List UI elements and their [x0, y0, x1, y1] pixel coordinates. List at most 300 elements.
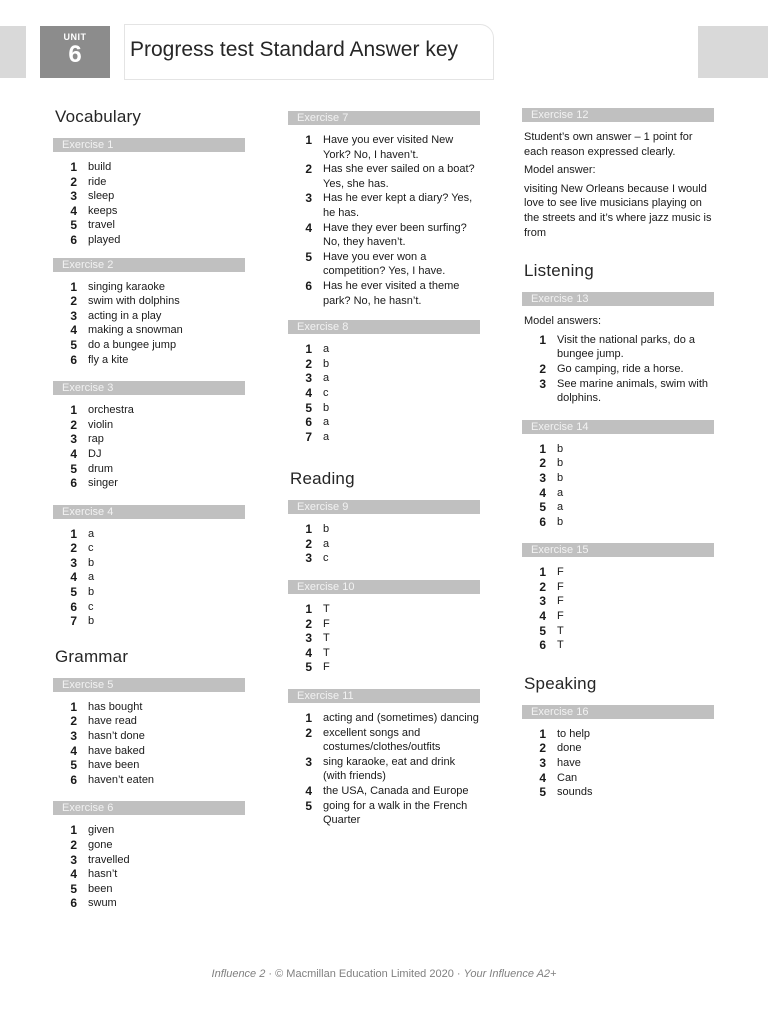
item-number: 3 — [305, 551, 312, 566]
exercise-7-list — [288, 133, 480, 308]
answer-item — [288, 784, 480, 799]
column-3 — [522, 100, 714, 800]
answer-item — [522, 624, 714, 639]
answer-item — [522, 515, 714, 530]
footer-book: Influence 2 — [211, 968, 266, 980]
unit-label: UNIT — [63, 32, 87, 42]
exercise-3-list — [53, 403, 245, 491]
answer-item — [288, 726, 480, 755]
item-answer: c — [88, 542, 94, 555]
item-number: 2 — [70, 714, 77, 729]
item-answer: Can — [557, 771, 578, 784]
footer-copyright: · © Macmillan Education Limited 2020 · — [265, 968, 464, 980]
item-answer: Has she ever sailed on a boat? Yes, she has. — [323, 163, 475, 190]
item-number: 3 — [305, 754, 312, 769]
item-answer: orchestra — [88, 404, 134, 417]
item-answer: have read — [88, 715, 137, 728]
exercise-4-bar: Exercise 4 — [53, 505, 245, 519]
item-number: 3 — [70, 432, 77, 447]
exercise-8-list — [288, 342, 480, 444]
item-number: 5 — [539, 623, 546, 638]
item-answer: DJ — [88, 447, 102, 460]
item-answer: T — [323, 603, 330, 616]
item-answer: do a bungee jump — [88, 338, 177, 351]
item-number: 3 — [539, 594, 546, 609]
item-number: 6 — [70, 352, 77, 367]
item-answer: F — [323, 617, 330, 630]
item-answer: travel — [88, 219, 115, 232]
exercise-7-bar: Exercise 7 — [288, 111, 480, 125]
answer-item — [288, 551, 480, 566]
item-answer: b — [557, 457, 564, 470]
item-answer: swum — [88, 897, 117, 910]
item-answer: F — [557, 580, 564, 593]
answer-item — [53, 189, 245, 204]
exercise-11-bar: Exercise 11 — [288, 689, 480, 703]
item-answer: a — [88, 527, 95, 540]
exercise-12-bar: Exercise 12 — [522, 108, 714, 122]
item-answer: T — [557, 624, 564, 637]
item-answer: sounds — [557, 786, 593, 799]
item-number: 6 — [539, 514, 546, 529]
answer-item — [53, 714, 245, 729]
answer-item — [288, 631, 480, 646]
answer-item — [288, 342, 480, 357]
item-number: 1 — [70, 526, 77, 541]
item-number: 4 — [70, 743, 77, 758]
answer-item — [53, 585, 245, 600]
answer-item — [522, 580, 714, 595]
answer-item — [53, 294, 245, 309]
item-number: 2 — [70, 294, 77, 309]
item-number: 4 — [305, 220, 312, 235]
item-number: 2 — [539, 361, 546, 376]
item-number: 5 — [70, 881, 77, 896]
section-heading-vocabulary: Vocabulary — [55, 107, 142, 126]
item-number: 1 — [70, 160, 77, 174]
item-answer: Has he ever visited a theme park? No, he hasn’t. — [323, 279, 460, 307]
item-answer: drum — [88, 462, 114, 475]
answer-item — [288, 602, 480, 617]
answer-item — [53, 338, 245, 353]
item-number: 1 — [539, 441, 546, 456]
answer-item — [522, 377, 714, 406]
item-number: 2 — [305, 536, 312, 551]
answer-item — [288, 133, 480, 162]
exercise-13-list — [522, 333, 714, 406]
exercise-13-bar: Exercise 13 — [522, 292, 714, 306]
answer-item — [288, 386, 480, 401]
answer-item — [288, 537, 480, 552]
item-number: 1 — [539, 332, 546, 347]
item-number: 2 — [305, 162, 312, 177]
section-heading-listening: Listening — [524, 261, 594, 281]
item-answer: done — [557, 742, 582, 755]
item-number: 3 — [539, 376, 546, 391]
item-number: 5 — [305, 798, 312, 813]
item-answer: build — [88, 161, 112, 173]
item-number: 1 — [305, 522, 312, 537]
item-answer: a — [323, 537, 330, 550]
item-number: 1 — [539, 565, 546, 580]
answer-item — [522, 442, 714, 457]
item-answer: c — [323, 386, 329, 399]
section-heading-reading: Reading — [290, 469, 355, 489]
item-answer: making a snowman — [88, 324, 183, 337]
item-number: 2 — [305, 356, 312, 371]
item-number: 4 — [305, 645, 312, 660]
item-answer: a — [323, 416, 330, 429]
item-number: 5 — [305, 249, 312, 264]
answer-item — [53, 323, 245, 338]
item-answer: b — [557, 442, 564, 455]
item-number: 3 — [70, 729, 77, 744]
item-number: 4 — [305, 784, 312, 798]
item-number: 2 — [70, 174, 77, 189]
item-number: 1 — [305, 342, 312, 357]
answer-item — [53, 744, 245, 759]
left-edge-tab — [0, 26, 26, 78]
item-number: 6 — [539, 638, 546, 653]
exercise-16-list — [522, 727, 714, 800]
item-number: 2 — [539, 741, 546, 756]
item-answer: F — [557, 610, 564, 623]
item-answer: violin — [88, 418, 114, 431]
item-number: 3 — [305, 191, 312, 206]
answer-item — [288, 357, 480, 372]
answer-item — [522, 456, 714, 471]
item-answer: F — [557, 595, 564, 608]
item-answer: See marine animals, swim with dolphins. — [557, 377, 708, 405]
item-number: 1 — [70, 403, 77, 418]
item-answer: a — [88, 571, 95, 584]
answer-item — [53, 403, 245, 418]
item-answer: b — [323, 357, 330, 370]
item-number: 5 — [70, 585, 77, 600]
item-answer: b — [323, 401, 330, 414]
item-answer: going for a walk in the French Quarter — [323, 799, 468, 827]
item-number: 3 — [539, 470, 546, 485]
item-answer: b — [557, 515, 564, 528]
answer-item — [53, 758, 245, 773]
answer-item — [288, 250, 480, 279]
item-number: 3 — [539, 756, 546, 771]
item-answer: c — [323, 552, 329, 565]
exercise-9-bar: Exercise 9 — [288, 500, 480, 514]
answer-item — [53, 447, 245, 462]
item-answer: Go camping, ride a horse. — [557, 362, 684, 375]
item-number: 5 — [539, 500, 546, 515]
answer-item — [288, 646, 480, 661]
item-number: 1 — [70, 699, 77, 714]
exercise-12-instructions: Student’s own answer – 1 point for each reason expressed clearly. — [524, 131, 693, 158]
answer-item — [53, 614, 245, 629]
exercise-13-intro: Model answers: — [524, 315, 602, 328]
item-answer: haven’t eaten — [88, 773, 155, 786]
item-number: 4 — [70, 203, 77, 218]
item-answer: been — [88, 882, 113, 895]
answer-item — [53, 160, 245, 175]
item-number: 5 — [539, 785, 546, 800]
item-answer: played — [88, 233, 121, 246]
item-answer: Have you ever won a competition? Yes, I have. — [323, 250, 446, 278]
item-answer: travelled — [88, 853, 130, 866]
item-answer: a — [323, 430, 330, 443]
item-number: 1 — [305, 711, 312, 726]
item-number: 1 — [70, 279, 77, 294]
item-answer: have been — [88, 759, 140, 772]
item-number: 1 — [539, 726, 546, 741]
answer-item — [53, 476, 245, 491]
exercise-5-bar: Exercise 5 — [53, 678, 245, 692]
item-answer: b — [323, 523, 330, 536]
exercise-1-bar: Exercise 1 — [53, 138, 245, 152]
item-number: 5 — [305, 400, 312, 415]
item-answer: sing karaoke, eat and drink (with friends) — [323, 755, 456, 783]
item-number: 3 — [305, 631, 312, 646]
section-heading-grammar: Grammar — [55, 646, 129, 666]
answer-item — [288, 401, 480, 416]
item-answer: have — [557, 757, 581, 770]
item-answer: acting and (sometimes) dancing — [323, 712, 479, 725]
item-number: 6 — [70, 896, 77, 911]
item-answer: T — [323, 646, 330, 659]
item-answer: F — [557, 566, 564, 579]
answer-item — [53, 280, 245, 295]
item-answer: have baked — [88, 744, 145, 757]
answer-item — [288, 191, 480, 220]
item-answer: b — [88, 615, 95, 628]
exercise-14-bar: Exercise 14 — [522, 420, 714, 434]
item-answer: singing karaoke — [88, 280, 166, 293]
answer-item — [288, 522, 480, 537]
answer-item — [53, 432, 245, 447]
item-number: 3 — [305, 371, 312, 386]
answer-item — [53, 556, 245, 571]
answer-item — [288, 279, 480, 308]
item-number: 6 — [70, 476, 77, 491]
answer-item — [288, 660, 480, 675]
exercise-2-bar: Exercise 2 — [53, 258, 245, 272]
answer-item — [53, 896, 245, 911]
answer-item — [53, 175, 245, 190]
item-number: 4 — [70, 867, 77, 882]
item-number: 3 — [70, 555, 77, 570]
item-answer: hasn’t done — [88, 730, 145, 743]
answer-item — [522, 727, 714, 742]
item-answer: c — [88, 600, 94, 613]
answer-item — [522, 500, 714, 515]
exercise-9-list — [288, 522, 480, 566]
exercise-15-bar: Exercise 15 — [522, 543, 714, 557]
exercise-12-model-answer: visiting New Orleans because I would love to see live musicians playing on the streets and it’s where jazz music is from — [524, 182, 712, 239]
answer-item — [53, 700, 245, 715]
answer-item — [53, 541, 245, 556]
item-answer: Visit the national parks, do a bungee jump. — [557, 333, 695, 361]
answer-item — [53, 867, 245, 882]
item-answer: a — [557, 486, 564, 499]
answer-item — [53, 218, 245, 233]
answer-item — [288, 430, 480, 445]
answer-item — [53, 729, 245, 744]
item-answer: F — [323, 661, 330, 674]
title-box — [124, 24, 494, 80]
item-number: 3 — [70, 189, 77, 204]
answer-item — [53, 418, 245, 433]
item-number: 2 — [70, 541, 77, 556]
right-edge-tab — [698, 26, 768, 78]
answer-item — [288, 371, 480, 386]
answer-item — [288, 711, 480, 726]
answer-item — [522, 771, 714, 786]
answer-item — [53, 823, 245, 838]
item-number: 7 — [70, 614, 77, 629]
item-number: 6 — [70, 232, 77, 247]
item-answer: gone — [88, 839, 113, 851]
item-number: 4 — [539, 609, 546, 624]
item-number: 4 — [539, 485, 546, 500]
item-answer: hasn’t — [88, 868, 118, 881]
item-answer: the USA, Canada and Europe — [323, 785, 469, 797]
item-answer: b — [557, 471, 564, 484]
item-number: 1 — [305, 602, 312, 617]
exercise-4-list — [53, 527, 245, 629]
answer-item — [288, 799, 480, 828]
exercise-10-bar: Exercise 10 — [288, 580, 480, 594]
exercise-11-list — [288, 711, 480, 828]
item-number: 2 — [70, 417, 77, 432]
column-1 — [53, 100, 245, 911]
answer-item — [522, 594, 714, 609]
item-answer: a — [323, 343, 330, 356]
item-number: 5 — [70, 758, 77, 773]
item-number: 2 — [305, 725, 312, 740]
answer-item — [53, 527, 245, 542]
unit-number: 6 — [68, 41, 82, 68]
answer-item — [522, 471, 714, 486]
item-number: 2 — [70, 838, 77, 852]
exercise-15-list — [522, 565, 714, 653]
item-answer: has bought — [88, 700, 143, 713]
exercise-8-bar: Exercise 8 — [288, 320, 480, 334]
exercise-6-list — [53, 823, 245, 911]
item-number: 7 — [305, 429, 312, 444]
item-number: 3 — [70, 308, 77, 323]
item-answer: excellent songs and costumes/clothes/outfits — [323, 726, 441, 754]
answer-item — [53, 309, 245, 324]
exercise-2-list — [53, 280, 245, 368]
item-number: 1 — [70, 823, 77, 838]
item-number: 4 — [539, 770, 546, 785]
item-answer: rap — [88, 433, 104, 446]
item-answer: acting in a play — [88, 309, 162, 322]
exercise-12-model-label: Model answer: — [524, 164, 596, 177]
item-number: 5 — [305, 660, 312, 675]
item-number: 5 — [70, 337, 77, 352]
item-answer: to help — [557, 727, 591, 740]
answer-item — [53, 353, 245, 368]
item-number: 6 — [70, 772, 77, 787]
item-number: 3 — [70, 852, 77, 867]
item-number: 6 — [305, 415, 312, 430]
item-answer: swim with dolphins — [88, 295, 180, 308]
column-2 — [288, 100, 480, 828]
answer-item — [288, 162, 480, 191]
item-answer: b — [88, 556, 95, 569]
item-answer: b — [88, 586, 95, 599]
item-answer: T — [323, 632, 330, 645]
exercise-6-bar: Exercise 6 — [53, 801, 245, 815]
section-heading-speaking: Speaking — [524, 673, 597, 693]
item-answer: Have they ever been surfing? No, they haven’t. — [323, 221, 467, 249]
answer-item — [53, 570, 245, 585]
answer-item — [522, 609, 714, 624]
exercise-3-bar: Exercise 3 — [53, 381, 245, 395]
unit-badge — [40, 26, 110, 78]
item-number: 5 — [70, 218, 77, 233]
item-number: 4 — [70, 446, 77, 461]
answer-item — [522, 486, 714, 501]
exercise-16-bar: Exercise 16 — [522, 705, 714, 719]
answer-item — [522, 333, 714, 362]
answer-item — [522, 756, 714, 771]
item-answer: a — [323, 372, 330, 385]
item-answer: singer — [88, 477, 118, 490]
answer-item — [522, 362, 714, 377]
item-answer: ride — [88, 175, 107, 188]
item-number: 2 — [305, 616, 312, 631]
item-answer: keeps — [88, 204, 118, 217]
page-footer — [0, 968, 768, 980]
answer-item — [522, 785, 714, 800]
exercise-5-list — [53, 700, 245, 788]
item-answer: Has he ever kept a diary? Yes, he has. — [323, 192, 473, 219]
footer-edition: Your Influence A2+ — [463, 968, 557, 980]
item-answer: a — [557, 501, 564, 514]
answer-item — [53, 600, 245, 615]
item-number: 2 — [539, 579, 546, 594]
item-answer: T — [557, 639, 564, 652]
item-number: 1 — [305, 133, 312, 147]
exercise-1-list — [53, 160, 245, 248]
answer-item — [288, 617, 480, 632]
item-answer: Have you ever visited New York? No, I haven’t. — [323, 134, 454, 161]
item-number: 5 — [70, 461, 77, 476]
answer-item — [53, 853, 245, 868]
item-number: 4 — [70, 323, 77, 338]
answer-item — [288, 221, 480, 250]
answer-item — [53, 773, 245, 788]
answer-item — [288, 415, 480, 430]
item-number: 6 — [70, 599, 77, 614]
exercise-14-list — [522, 442, 714, 530]
answer-item — [522, 638, 714, 653]
exercise-10-list — [288, 602, 480, 675]
item-number: 4 — [305, 385, 312, 400]
answer-item — [288, 755, 480, 784]
page-title: Progress test Standard Answer key — [130, 38, 458, 61]
item-number: 6 — [305, 278, 312, 293]
answer-item — [53, 462, 245, 477]
answer-item — [522, 741, 714, 756]
answer-item — [53, 838, 245, 853]
item-answer: given — [88, 824, 115, 837]
answer-item — [53, 233, 245, 248]
answer-item — [53, 204, 245, 219]
answer-item — [522, 565, 714, 580]
item-number: 2 — [539, 456, 546, 471]
item-answer: fly a kite — [88, 353, 129, 366]
